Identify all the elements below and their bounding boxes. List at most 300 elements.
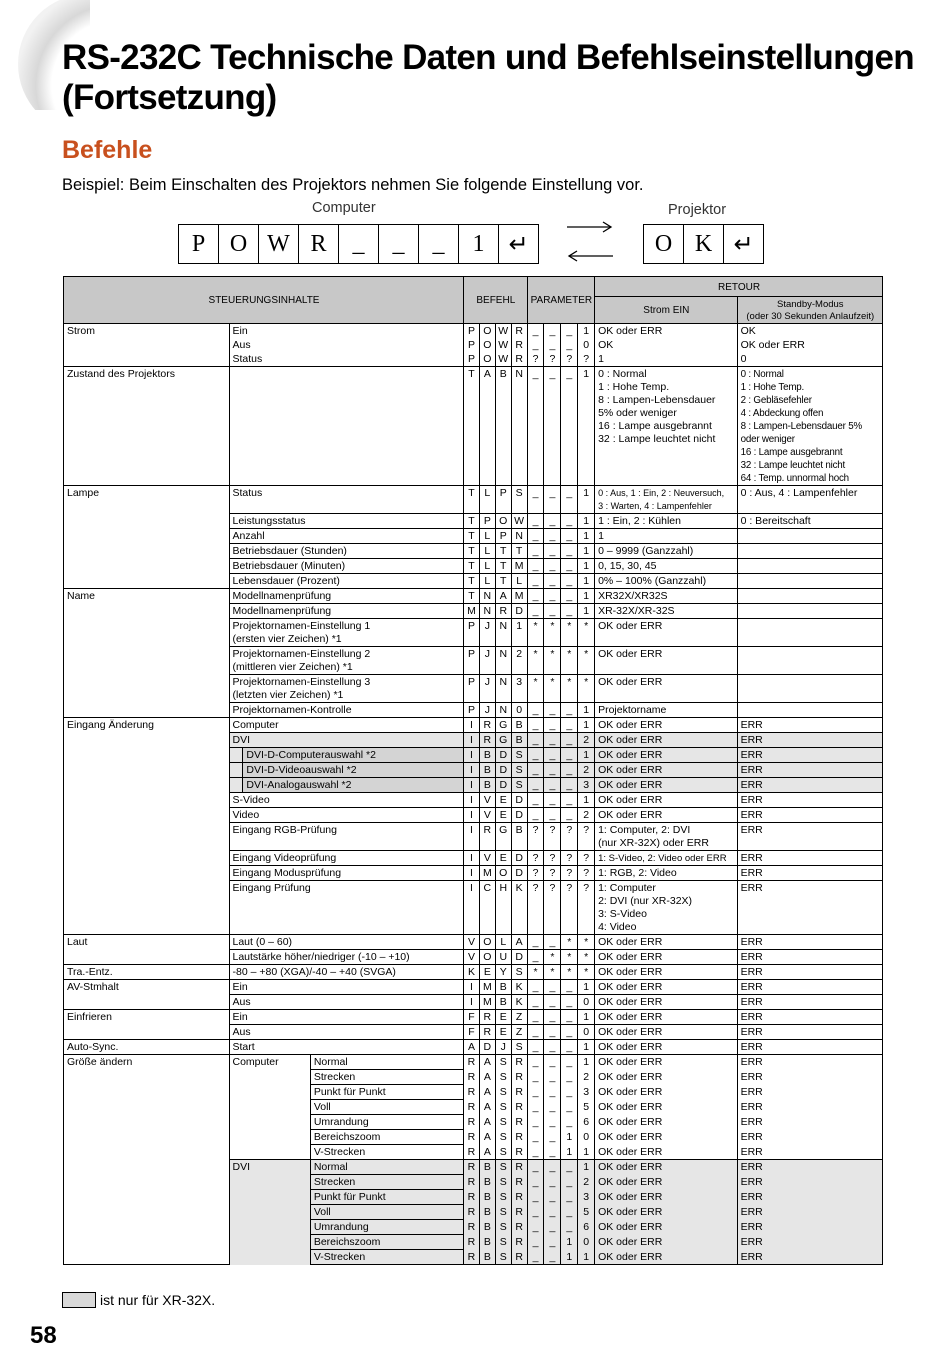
command-char: K <box>684 225 724 263</box>
command-char: 1 <box>511 619 527 647</box>
command-char: ? <box>578 352 595 367</box>
command-char: ? <box>561 823 578 851</box>
control-item: Eingang Modusprüfung <box>229 866 464 881</box>
command-char: _ <box>527 950 544 965</box>
command-char: S <box>495 1130 511 1145</box>
return-standby: ERR <box>737 1205 882 1220</box>
command-char: _ <box>561 1025 578 1040</box>
return-power-on: Projektorname <box>595 703 738 718</box>
command-char: * <box>578 950 595 965</box>
command-char: _ <box>527 703 544 718</box>
return-standby: ERR <box>737 1040 882 1055</box>
command-char: T <box>511 544 527 559</box>
command-char: O <box>219 225 259 263</box>
resize-mode: Normal <box>310 1160 463 1175</box>
command-char: * <box>544 619 561 647</box>
command-char: I <box>464 995 480 1010</box>
command-char: V <box>479 793 495 808</box>
return-power-on: OK oder ERR <box>595 1130 738 1145</box>
control-item: Betriebsdauer (Stunden) <box>229 544 464 559</box>
command-char: R <box>511 1235 527 1250</box>
command-char: _ <box>544 763 561 778</box>
command-char: _ <box>561 733 578 748</box>
return-power-on: OK oder ERR <box>595 1190 738 1205</box>
group-label: Größe ändern <box>64 1055 230 1265</box>
command-char: 1 <box>578 574 595 589</box>
legend-swatch <box>62 1292 96 1308</box>
return-power-on: 0 : Aus, 1 : Ein, 2 : Neuversuch, 3 : Warten, 4 : Lampenfehler <box>595 486 738 514</box>
return-power-on: OK oder ERR <box>595 778 738 793</box>
command-char: _ <box>561 763 578 778</box>
command-char: ? <box>561 881 578 935</box>
command-char: _ <box>561 486 578 514</box>
command-char: _ <box>561 748 578 763</box>
return-power-on: OK oder ERR <box>595 1040 738 1055</box>
command-char: D <box>495 748 511 763</box>
indent-cell <box>229 763 243 778</box>
command-char: _ <box>561 703 578 718</box>
return-power-on: OK oder ERR <box>595 718 738 733</box>
command-char: * <box>578 647 595 675</box>
return-power-on: 0 : Normal 1 : Hohe Temp. 8 : Lampen-Lebensdauer 5% oder weniger 16 : Lampe ausgebrannt 32 : Lampe leuchtet nicht <box>595 367 738 486</box>
command-char: R <box>495 604 511 619</box>
command-char: _ <box>527 980 544 995</box>
header-return: RETOUR <box>595 277 883 297</box>
command-char: C <box>479 881 495 935</box>
command-char: * <box>561 619 578 647</box>
return-standby: 0 : Aus, 4 : Lampenfehler <box>737 486 882 514</box>
command-char: W <box>495 324 511 339</box>
command-char: _ <box>419 225 459 263</box>
return-standby: ERR <box>737 733 882 748</box>
command-char: I <box>464 748 480 763</box>
command-char: 1 <box>578 703 595 718</box>
command-char: 1 <box>561 1145 578 1160</box>
control-item: Start <box>229 1040 464 1055</box>
return-standby: ERR <box>737 808 882 823</box>
command-char: J <box>479 703 495 718</box>
command-char: * <box>578 619 595 647</box>
command-char: M <box>464 604 480 619</box>
control-item: Laut (0 – 60) <box>229 935 464 950</box>
return-standby: OK oder ERR <box>737 338 882 352</box>
command-char: B <box>479 778 495 793</box>
command-char: _ <box>527 559 544 574</box>
header-standby: Standby-Modus (oder 30 Sekunden Anlaufzeit) <box>737 297 882 324</box>
legend-note <box>62 1292 215 1308</box>
command-char: ? <box>527 823 544 851</box>
command-char: A <box>479 1100 495 1115</box>
command-char: * <box>578 675 595 703</box>
command-char: _ <box>544 1175 561 1190</box>
return-standby: ERR <box>737 1085 882 1100</box>
command-char: _ <box>527 995 544 1010</box>
page-number: 58 <box>30 1322 57 1349</box>
command-char: D <box>511 808 527 823</box>
command-char: S <box>511 965 527 980</box>
return-standby: ERR <box>737 823 882 851</box>
command-char: _ <box>561 1160 578 1175</box>
return-power-on: OK oder ERR <box>595 1115 738 1130</box>
return-standby: ERR <box>737 965 882 980</box>
control-item: Eingang Videoprüfung <box>229 851 464 866</box>
command-char: _ <box>544 1220 561 1235</box>
command-char: _ <box>561 544 578 559</box>
command-char: ? <box>578 881 595 935</box>
command-char: _ <box>561 778 578 793</box>
command-char: A <box>479 1130 495 1145</box>
command-char: N <box>479 604 495 619</box>
command-char: S <box>511 763 527 778</box>
command-char: R <box>479 718 495 733</box>
command-char: _ <box>561 980 578 995</box>
return-standby: ERR <box>737 980 882 995</box>
command-char: B <box>479 1160 495 1175</box>
return-standby: ERR <box>737 950 882 965</box>
command-char: 1 <box>578 1250 595 1265</box>
command-char: R <box>464 1235 480 1250</box>
command-char: S <box>495 1250 511 1265</box>
command-char: 1 <box>578 718 595 733</box>
return-key-icon: ↵ <box>733 231 754 258</box>
command-char: S <box>511 778 527 793</box>
command-char: J <box>479 619 495 647</box>
table-row <box>64 980 883 995</box>
command-char: _ <box>544 367 561 486</box>
command-char: _ <box>544 589 561 604</box>
return-standby: ERR <box>737 748 882 763</box>
return-power-on: OK oder ERR <box>595 935 738 950</box>
control-item: DVI <box>229 733 464 748</box>
return-standby <box>737 574 882 589</box>
command-char: L <box>479 559 495 574</box>
command-char: 5 <box>578 1100 595 1115</box>
return-standby: ERR <box>737 763 882 778</box>
page-title <box>62 38 914 118</box>
command-char: 1 <box>578 604 595 619</box>
command-char: B <box>479 1190 495 1205</box>
command-char: G <box>495 733 511 748</box>
command-char: G <box>495 823 511 851</box>
table-row <box>64 367 883 486</box>
command-char: * <box>527 675 544 703</box>
group-label: Laut <box>64 935 230 965</box>
command-char: R <box>511 1070 527 1085</box>
control-item: Eingang RGB-Prüfung <box>229 823 464 851</box>
return-power-on: 1: Computer 2: DVI (nur XR-32X) 3: S-Video 4: Video <box>595 881 738 935</box>
command-char: _ <box>544 544 561 559</box>
command-char: _ <box>544 486 561 514</box>
command-char: M <box>479 980 495 995</box>
resize-mode: Normal <box>310 1055 463 1070</box>
command-char: G <box>495 718 511 733</box>
command-char: _ <box>527 718 544 733</box>
return-standby: 0 <box>737 352 882 367</box>
control-item: DVI-D-Videoauswahl *2 <box>243 763 464 778</box>
command-char: A <box>479 1055 495 1070</box>
command-char: T <box>495 544 511 559</box>
command-char: _ <box>544 935 561 950</box>
return-power-on: OK oder ERR <box>595 1220 738 1235</box>
command-char: * <box>544 950 561 965</box>
table-row <box>64 935 883 950</box>
command-char: * <box>527 619 544 647</box>
command-char: A <box>479 1085 495 1100</box>
command-char: _ <box>544 808 561 823</box>
command-char: A <box>479 367 495 486</box>
return-standby: ERR <box>737 1055 882 1070</box>
command-char: 2 <box>511 647 527 675</box>
command-char: R <box>511 1175 527 1190</box>
command-char: P <box>464 338 480 352</box>
command-char: _ <box>561 1205 578 1220</box>
return-standby: ERR <box>737 1235 882 1250</box>
command-char: P <box>495 486 511 514</box>
header-parameter: PARAMETER <box>527 277 595 324</box>
table-row <box>64 718 883 733</box>
return-power-on: OK <box>595 338 738 352</box>
command-char: 1 <box>578 1055 595 1070</box>
command-char: S <box>511 486 527 514</box>
command-char: L <box>479 486 495 514</box>
command-char: 1 <box>578 544 595 559</box>
return-power-on: OK oder ERR <box>595 324 738 339</box>
return-standby: ERR <box>737 793 882 808</box>
command-char: _ <box>561 1190 578 1205</box>
return-power-on: OK oder ERR <box>595 808 738 823</box>
return-standby: ERR <box>737 851 882 866</box>
arrow-right-icon <box>565 220 615 234</box>
return-standby: ERR <box>737 1070 882 1085</box>
command-char: _ <box>544 718 561 733</box>
command-char: _ <box>561 589 578 604</box>
command-char: _ <box>561 1055 578 1070</box>
command-char: ? <box>527 352 544 367</box>
command-char: P <box>179 225 219 263</box>
return-power-on: OK oder ERR <box>595 1085 738 1100</box>
resize-mode: Voll <box>310 1100 463 1115</box>
command-char: 0 <box>578 1130 595 1145</box>
return-standby: ERR <box>737 1130 882 1145</box>
command-char: ? <box>527 851 544 866</box>
command-char: I <box>464 851 480 866</box>
command-char: N <box>479 589 495 604</box>
command-char: A <box>511 935 527 950</box>
command-char: _ <box>561 1220 578 1235</box>
command-char: E <box>495 1010 511 1025</box>
page-title-line2: (Fortsetzung) <box>62 78 277 117</box>
resize-mode: Strecken <box>310 1070 463 1085</box>
control-item: Projektornamen-Einstellung 1 (ersten vier Zeichen) *1 <box>229 619 464 647</box>
return-power-on: 0, 15, 30, 45 <box>595 559 738 574</box>
command-char: S <box>495 1115 511 1130</box>
command-char: _ <box>527 808 544 823</box>
command-char: _ <box>544 1205 561 1220</box>
command-char: O <box>644 225 684 263</box>
command-char: _ <box>544 980 561 995</box>
command-char: R <box>479 733 495 748</box>
control-item: Lautstärke höher/niedriger (-10 – +10) <box>229 950 464 965</box>
command-char: R <box>511 338 527 352</box>
command-char: R <box>464 1055 480 1070</box>
command-char: R <box>511 1205 527 1220</box>
command-char: ? <box>527 866 544 881</box>
command-char: J <box>479 675 495 703</box>
command-char: ? <box>578 866 595 881</box>
command-char: A <box>495 589 511 604</box>
command-char: O <box>479 352 495 367</box>
command-char: L <box>479 574 495 589</box>
command-char: _ <box>527 529 544 544</box>
return-standby: ERR <box>737 718 882 733</box>
command-char: _ <box>544 995 561 1010</box>
command-char: 1 <box>459 225 499 263</box>
command-char: T <box>464 544 480 559</box>
command-char: 1 <box>578 559 595 574</box>
command-char: _ <box>544 1235 561 1250</box>
command-char: R <box>464 1115 480 1130</box>
group-label: Zustand des Projektors <box>64 367 230 486</box>
resize-mode: Bereichszoom <box>310 1130 463 1145</box>
command-char: W <box>495 352 511 367</box>
return-power-on: 0 – 9999 (Ganzzahl) <box>595 544 738 559</box>
return-standby: ERR <box>737 935 882 950</box>
command-char: K <box>511 995 527 1010</box>
command-char: R <box>511 1160 527 1175</box>
return-standby: ERR <box>737 1175 882 1190</box>
return-standby: OK <box>737 324 882 339</box>
command-char: M <box>511 589 527 604</box>
command-char: J <box>479 647 495 675</box>
resize-mode: Bereichszoom <box>310 1235 463 1250</box>
resize-source: DVI <box>229 1160 310 1265</box>
command-char: K <box>511 881 527 935</box>
command-char: R <box>464 1085 480 1100</box>
command-char: * <box>544 647 561 675</box>
command-char: D <box>495 778 511 793</box>
command-char: _ <box>527 589 544 604</box>
command-char: M <box>479 866 495 881</box>
command-char: 0 <box>578 338 595 352</box>
return-standby: ERR <box>737 1115 882 1130</box>
command-char: _ <box>561 1175 578 1190</box>
command-char: K <box>511 980 527 995</box>
command-char: L <box>479 529 495 544</box>
command-char: T <box>464 529 480 544</box>
command-char: _ <box>527 793 544 808</box>
command-char: O <box>495 866 511 881</box>
command-char: _ <box>544 1070 561 1085</box>
command-char: K <box>464 965 480 980</box>
command-char: N <box>511 529 527 544</box>
resize-mode: Umrandung <box>310 1115 463 1130</box>
command-char: _ <box>527 733 544 748</box>
command-char: I <box>464 808 480 823</box>
control-item: Anzahl <box>229 529 464 544</box>
command-char: I <box>464 793 480 808</box>
command-char: B <box>511 733 527 748</box>
command-char: W <box>259 225 299 263</box>
command-char: 1 <box>578 589 595 604</box>
command-char: _ <box>561 1085 578 1100</box>
command-char: _ <box>544 338 561 352</box>
group-label: Einfrieren <box>64 1010 230 1040</box>
command-char: B <box>495 995 511 1010</box>
command-char: _ <box>561 338 578 352</box>
control-item: Modellnamenprüfung <box>229 589 464 604</box>
command-char: I <box>464 866 480 881</box>
control-item: Status <box>229 352 464 367</box>
command-char: N <box>495 647 511 675</box>
command-char: E <box>495 793 511 808</box>
return-standby: ERR <box>737 1250 882 1265</box>
command-char: R <box>479 823 495 851</box>
return-standby <box>737 604 882 619</box>
command-char: ? <box>578 851 595 866</box>
command-char: R <box>511 1220 527 1235</box>
command-char: _ <box>527 1175 544 1190</box>
command-char: 2 <box>578 733 595 748</box>
command-char: _ <box>544 514 561 529</box>
arrow-left-icon <box>565 249 615 263</box>
command-char: 0 <box>578 995 595 1010</box>
command-char: _ <box>561 718 578 733</box>
command-char: 2 <box>578 808 595 823</box>
command-char: _ <box>561 1010 578 1025</box>
group-label: Strom <box>64 324 230 367</box>
command-char: _ <box>527 514 544 529</box>
return-power-on: 1 : Ein, 2 : Kühlen <box>595 514 738 529</box>
command-char: _ <box>527 748 544 763</box>
control-item: Lebensdauer (Prozent) <box>229 574 464 589</box>
return-standby: 0 : Normal 1 : Hohe Temp. 2 : Gebläsefehler 4 : Abdeckung offen 8 : Lampen-Lebensdauer 5% oder weniger 16 : Lampe ausgebrannt 32 : Lampe leuchtet nicht 64 : Temp. unnormal hoch <box>737 367 882 486</box>
return-key-icon: ↵ <box>508 231 529 258</box>
command-char: W <box>495 338 511 352</box>
command-char: S <box>495 1205 511 1220</box>
command-char: R <box>511 1115 527 1130</box>
command-char: I <box>464 718 480 733</box>
return-standby <box>737 619 882 647</box>
resize-mode: V-Strecken <box>310 1145 463 1160</box>
command-char: J <box>495 1040 511 1055</box>
command-char: I <box>464 980 480 995</box>
command-char: B <box>479 1220 495 1235</box>
command-char: _ <box>544 778 561 793</box>
command-char: Z <box>511 1025 527 1040</box>
return-power-on: OK oder ERR <box>595 995 738 1010</box>
command-char: T <box>464 589 480 604</box>
command-char: 1 <box>578 529 595 544</box>
command-char: H <box>495 881 511 935</box>
command-char: _ <box>527 763 544 778</box>
command-char: P <box>464 352 480 367</box>
return-power-on: 1: Computer, 2: DVI (nur XR-32X) oder ERR <box>595 823 738 851</box>
command-char: B <box>479 1250 495 1265</box>
table-row <box>64 486 883 514</box>
command-char: _ <box>527 1145 544 1160</box>
command-char: _ <box>544 559 561 574</box>
projector-response-box <box>643 224 764 264</box>
command-char: 1 <box>578 324 595 339</box>
return-standby <box>737 559 882 574</box>
command-char: _ <box>527 486 544 514</box>
control-item: DVI-D-Computerauswahl *2 <box>243 748 464 763</box>
command-char: _ <box>544 1115 561 1130</box>
group-label: Lampe <box>64 486 230 589</box>
command-char: S <box>495 1160 511 1175</box>
group-label: Auto-Sync. <box>64 1040 230 1055</box>
command-char: _ <box>544 1130 561 1145</box>
